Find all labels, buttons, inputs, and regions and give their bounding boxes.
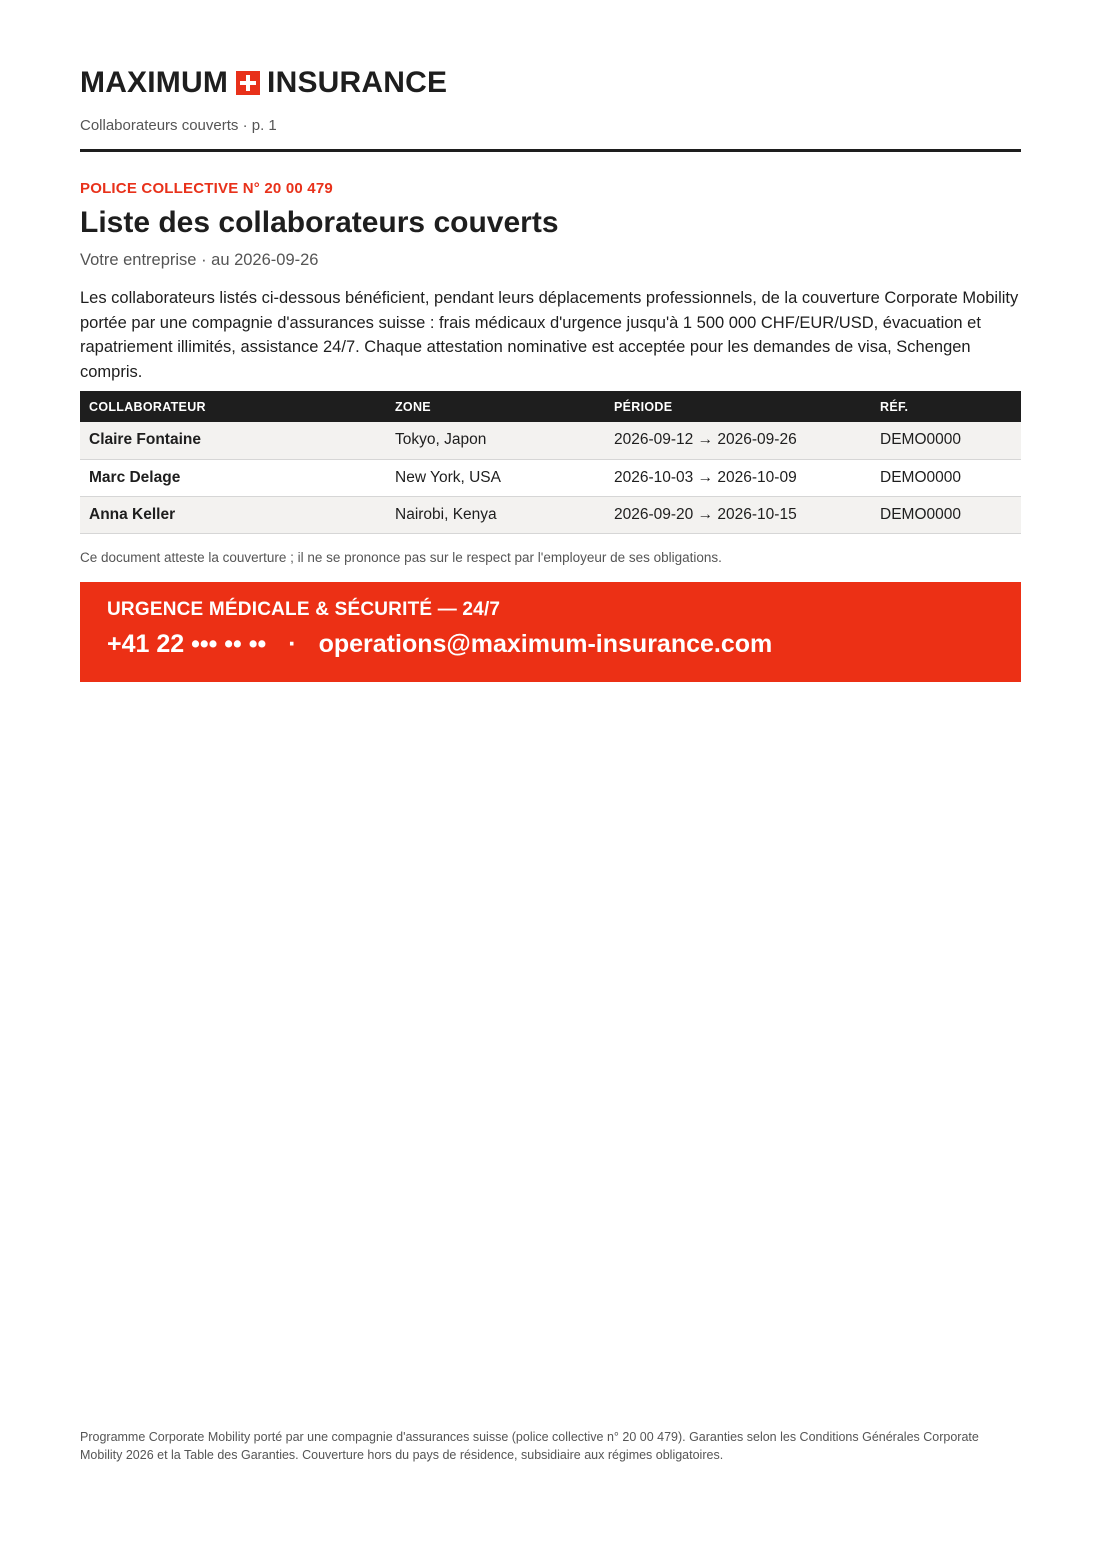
table-row: [80, 422, 1021, 459]
column-header-period: PÉRIODE: [614, 399, 673, 414]
employees-table: [80, 391, 1021, 534]
company-date: Votre entreprise · au 2026-09-26: [80, 251, 319, 269]
policy-label: POLICE COLLECTIVE N° 20 00 479: [80, 180, 333, 197]
emergency-title: URGENCE MÉDICALE & SÉCURITÉ — 24/7: [107, 599, 501, 620]
table-row: [80, 496, 1021, 533]
cell-period: 2026-10-03 → 2026-10-09: [614, 468, 797, 486]
cell-zone: New York, USA: [395, 468, 501, 486]
cell-name: Claire Fontaine: [89, 431, 201, 449]
brand-logo: [80, 64, 447, 102]
column-header-collaborator: COLLABORATEUR: [89, 399, 206, 414]
cell-zone: Tokyo, Japon: [395, 431, 487, 449]
table-header-row: [80, 391, 1021, 422]
emergency-email[interactable]: operations@maximum-insurance.com: [318, 630, 773, 658]
emergency-banner: [80, 582, 1021, 682]
table-row: [80, 459, 1021, 496]
brand-name-right: INSURANCE: [267, 66, 448, 99]
cell-ref: DEMO0000: [880, 505, 961, 523]
header-divider: [80, 149, 1021, 152]
page-title: Liste des collaborateurs couverts: [80, 206, 559, 239]
footer-notice: Programme Corporate Mobility porté par une compagnie d'assurances suisse (police collective n° 20 00 479). Garanties selon les Conditions Générales Corporate Mobility 2026 et la Table des Garanties. Couverture hors du pays de résidence, subsidiaire aux régimes obligatoires.: [80, 1430, 979, 1462]
cell-ref: DEMO0000: [880, 468, 961, 486]
cell-name: Anna Keller: [89, 505, 176, 523]
cell-period: 2026-09-12 → 2026-09-26: [614, 431, 797, 449]
document-page: [80, 0, 1021, 1556]
emergency-phone[interactable]: +41 22 ••• •• ••: [107, 630, 267, 658]
contact-separator: ·: [288, 630, 297, 658]
page-subtitle: Collaborateurs couverts · p. 1: [80, 117, 277, 134]
cell-period: 2026-09-20 → 2026-10-15: [614, 505, 797, 523]
intro-paragraph: Les collaborateurs listés ci-dessous bénéficient, pendant leurs déplacements professionnels, de la couverture Corporate Mobility portée par une compagnie d'assurances suisse : frais médicaux d'urgence jusqu'à 1 500 000 CHF/EUR/USD, évacuation et rapatriement illimités, assistance 24/7. Chaque attestation nominative est acceptée pour les demandes de visa, Schengen compris.: [80, 289, 1019, 381]
swiss-cross-icon: [236, 71, 260, 95]
emergency-contacts: [107, 630, 772, 659]
brand-name-left: MAXIMUM: [80, 66, 229, 99]
cell-ref: DEMO0000: [880, 431, 961, 449]
column-header-ref: RÉF.: [880, 399, 909, 414]
column-header-zone: ZONE: [395, 399, 431, 414]
coverage-disclaimer: Ce document atteste la couverture ; il ne se prononce pas sur le respect par l'employeur de ses obligations.: [80, 550, 722, 565]
cell-zone: Nairobi, Kenya: [395, 505, 497, 523]
cell-name: Marc Delage: [89, 468, 181, 486]
